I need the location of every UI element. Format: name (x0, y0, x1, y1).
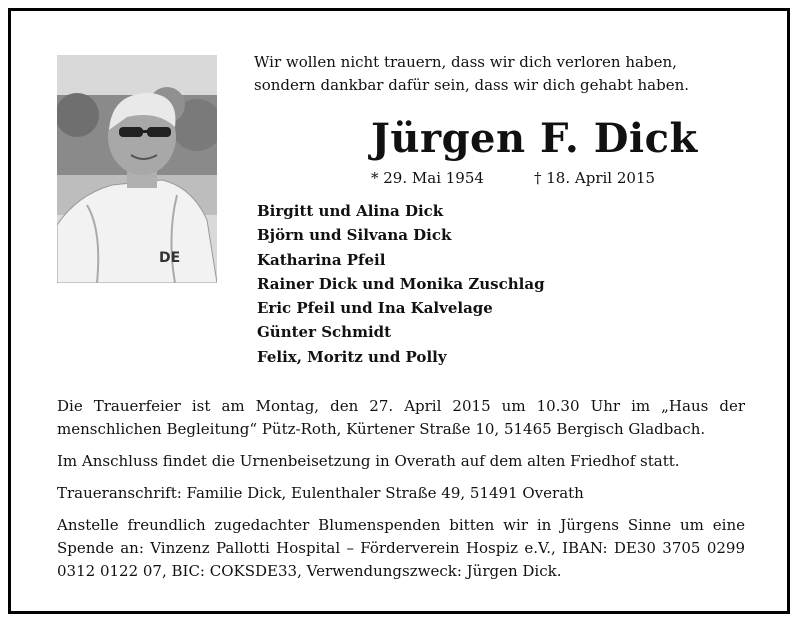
mourner-entry: Katharina Pfeil (257, 250, 386, 269)
jacket-logo-text: DE (159, 250, 181, 266)
mourners-list (257, 199, 545, 369)
quote-line-2: sondern dankbar dafür sein, dass wir dich gehabt haben. (254, 76, 690, 94)
mourner-entry: Felix, Moritz und Polly (257, 347, 447, 366)
mourner-entry: Rainer Dick und Monika Zuschlag (257, 274, 545, 293)
portrait-photo (57, 55, 217, 283)
burial-info: Im Anschluss findet die Urnenbeisetzung in Overath auf dem alten Friedhof statt. (57, 452, 680, 470)
mourner-entry: Günter Schmidt (257, 323, 392, 342)
mourner-entry: Björn und Silvana Dick (257, 226, 452, 245)
service-info: Die Trauerfeier ist am Montag, den 27. April 2015 um 10.30 Uhr im „Haus der menschlichen Begleitung“ Pütz-Roth, Kürtener Straße 10, 51465 Bergisch Gladbach. (57, 397, 745, 438)
portrait-image (57, 55, 217, 283)
deceased-name: Jürgen F. Dick (371, 115, 698, 162)
mourner-entry: Eric Pfeil und Ina Kalvelage (257, 299, 493, 318)
memorial-quote (254, 51, 690, 97)
mourner-entry: Birgitt und Alina Dick (257, 202, 444, 220)
death-date: † 18. April 2015 (534, 169, 656, 187)
quote-line-1: Wir wollen nicht trauern, dass wir dich verloren haben, (254, 53, 677, 71)
obituary-frame (8, 8, 790, 614)
funeral-details (57, 395, 745, 592)
birth-date: * 29. Mai 1954 (371, 169, 484, 187)
donation-info: Anstelle freundlich zugedachter Blumenspenden bitten wir in Jürgens Sinne um eine Spende an: Vinzenz Pallotti Hospital – Förderverein Hospiz e.V., IBAN: DE30 3705 0299 0312 0122 07, BIC: COKSDE33, Verwendungszweck: Jürgen Dick. (57, 516, 745, 580)
mourning-address: Traueranschrift: Familie Dick, Eulenthaler Straße 49, 51491 Overath (57, 484, 584, 502)
